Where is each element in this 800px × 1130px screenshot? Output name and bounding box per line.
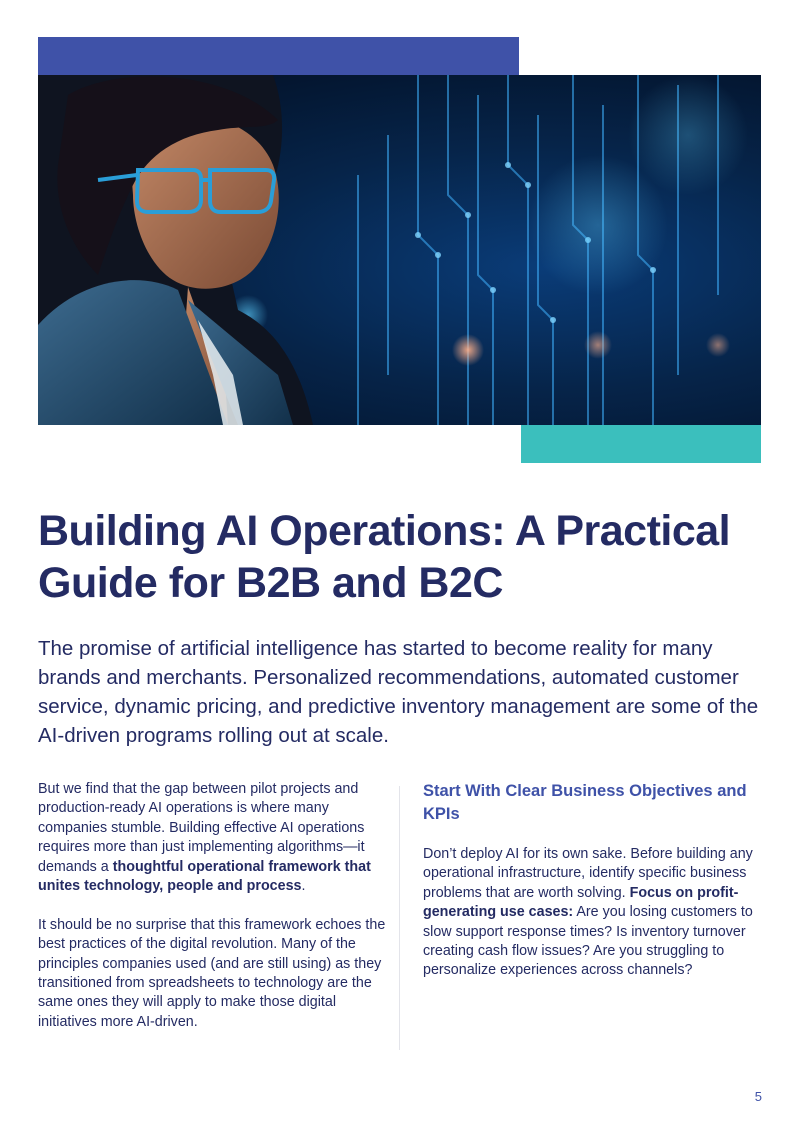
accent-bar-top [38, 37, 519, 75]
right-paragraph-1-emphasis: Focus on profit-generating use cases: [423, 884, 739, 921]
hero-image [38, 75, 761, 425]
page-title: Building AI Operations: A Practical Guide for B2B and B2C [38, 507, 731, 607]
left-paragraph-1: But we find that the gap between pilot projects and production-ready AI operations is where many companies stumble. Building effective AI operations requires more than just implementing algorithms—it demands a thoughtful operational framework that unites technology, people and process. [38, 781, 371, 895]
section-heading: Start With Clear Business Objectives and KPIs [423, 782, 747, 823]
right-column [423, 780, 773, 1000]
column-divider [399, 786, 400, 1050]
accent-bar-bottom [521, 425, 761, 463]
right-paragraph-1: Don’t deploy AI for its own sake. Before building any operational infrastructure, identify specific business problems that are worth solving. Focus on profit-generating use cases: Are you losing customers to slow support response times? Is inventory turnover creating cash flow issues? Are you struggling to personalize experiences across channels? [423, 846, 753, 979]
page-number: 5 [754, 1089, 762, 1104]
left-paragraph-2: It should be no surprise that this framework echoes the best practices of the digital revolution. Many of the principles companies used (and are still using) as they transitioned from spreadsheets to technology are the same ones they will apply to make those digital initiatives more AI-driven. [38, 916, 386, 1030]
left-paragraph-1-emphasis: thoughtful operational framework that unites technology, people and process [38, 858, 371, 895]
lead-paragraph: The promise of artificial intelligence has started to become reality for many brands and merchants. Personalized recommendations, automated customer service, dynamic pricing, and predictive inventory management are some of the AI-driven programs rolling out at scale. [38, 637, 759, 747]
left-column [38, 780, 388, 1052]
photo-woman-glasses-digital-circuit-icon [38, 75, 761, 425]
